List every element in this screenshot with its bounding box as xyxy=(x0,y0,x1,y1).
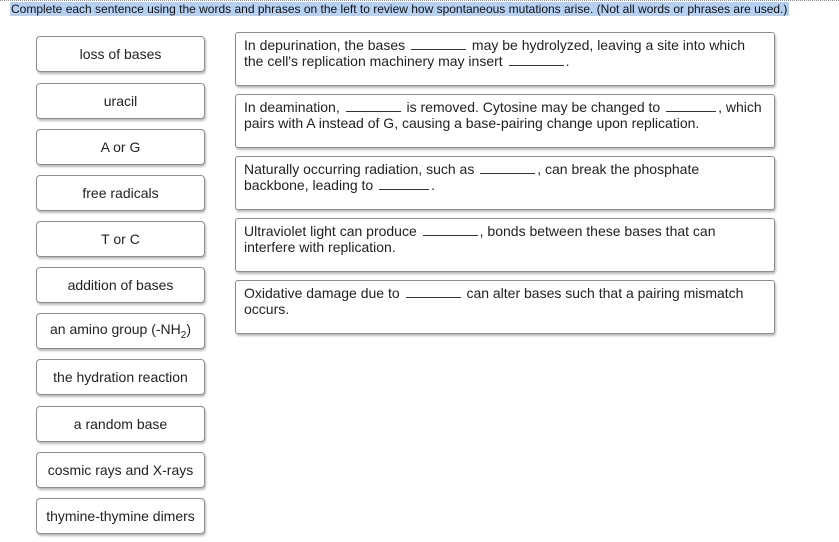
word-t-or-c[interactable] xyxy=(36,221,205,257)
sentence-text: , bonds between these bases that can interfere with replication. xyxy=(244,223,716,255)
instructions-bar xyxy=(0,0,839,17)
word-hydration-reaction[interactable] xyxy=(36,359,205,395)
word-amino-group[interactable] xyxy=(36,313,205,349)
sentence-text: may be hydrolyzed, leaving a site into which the cell's replication machinery may insert xyxy=(244,37,746,69)
word-cosmic-rays[interactable] xyxy=(36,452,205,488)
word-label: thymine-thymine dimers xyxy=(46,508,195,524)
amino-text: an amino group (-NH xyxy=(50,321,181,338)
drop-target-blank[interactable] xyxy=(509,55,564,66)
word-uracil[interactable] xyxy=(36,83,205,119)
sentence-text: In deamination, xyxy=(244,99,340,115)
word-label: cosmic rays and X-rays xyxy=(47,462,194,478)
drop-target-blank[interactable] xyxy=(379,179,429,190)
sentence-text: . xyxy=(565,53,570,69)
amino-subscript: 2 xyxy=(180,329,187,341)
drop-target-blank[interactable] xyxy=(411,39,466,50)
sentence-oxidative xyxy=(235,280,775,334)
sentence-text: . xyxy=(431,177,435,193)
drop-target-blank[interactable] xyxy=(666,101,716,112)
sentence-text: is removed. Cytosine may be changed to xyxy=(406,99,661,115)
word-label: T or C xyxy=(101,231,140,247)
drop-target-blank[interactable] xyxy=(346,101,401,112)
word-label: A or G xyxy=(100,139,141,155)
drop-target-blank[interactable] xyxy=(423,225,478,236)
word-addition-of-bases[interactable] xyxy=(36,267,205,303)
sentence-text: , can break the phosphate backbone, leading to xyxy=(244,161,700,193)
instructions-text: Complete each sentence using the words and phrases on the left to review how spontaneous mutations arise. (Not all words or phrases are used.) xyxy=(11,2,788,16)
sentence-depurination xyxy=(235,32,775,86)
word-label: uracil xyxy=(103,93,138,109)
word-label: free radicals xyxy=(82,185,159,201)
sentence-radiation xyxy=(235,156,775,210)
sentence-text: Naturally occurring radiation, such as xyxy=(244,161,475,177)
sentence-ultraviolet xyxy=(235,218,775,272)
word-loss-of-bases[interactable] xyxy=(36,36,205,72)
sentence-deamination xyxy=(235,94,775,148)
word-random-base[interactable] xyxy=(36,406,205,442)
word-thymine-dimers[interactable] xyxy=(36,498,205,534)
word-label: a random base xyxy=(73,416,168,432)
amino-close-paren: ) xyxy=(186,321,191,338)
drop-target-blank[interactable] xyxy=(480,163,535,174)
word-label: loss of bases xyxy=(79,46,162,62)
word-label xyxy=(50,321,191,341)
sentence-text: In depurination, the bases xyxy=(244,37,406,53)
sentence-text: Ultraviolet light can produce xyxy=(244,223,417,239)
word-free-radicals[interactable] xyxy=(36,175,205,211)
word-label: the hydration reaction xyxy=(53,369,188,385)
drop-target-blank[interactable] xyxy=(406,287,461,298)
word-a-or-g[interactable] xyxy=(36,129,205,165)
word-label: addition of bases xyxy=(67,277,174,293)
sentence-text: can alter bases such that a pairing mismatch occurs. xyxy=(244,285,744,317)
sentence-text: Oxidative damage due to xyxy=(244,285,400,301)
sentence-text: , which pairs with A instead of G, causing a base-pairing change upon replication. xyxy=(244,99,762,131)
